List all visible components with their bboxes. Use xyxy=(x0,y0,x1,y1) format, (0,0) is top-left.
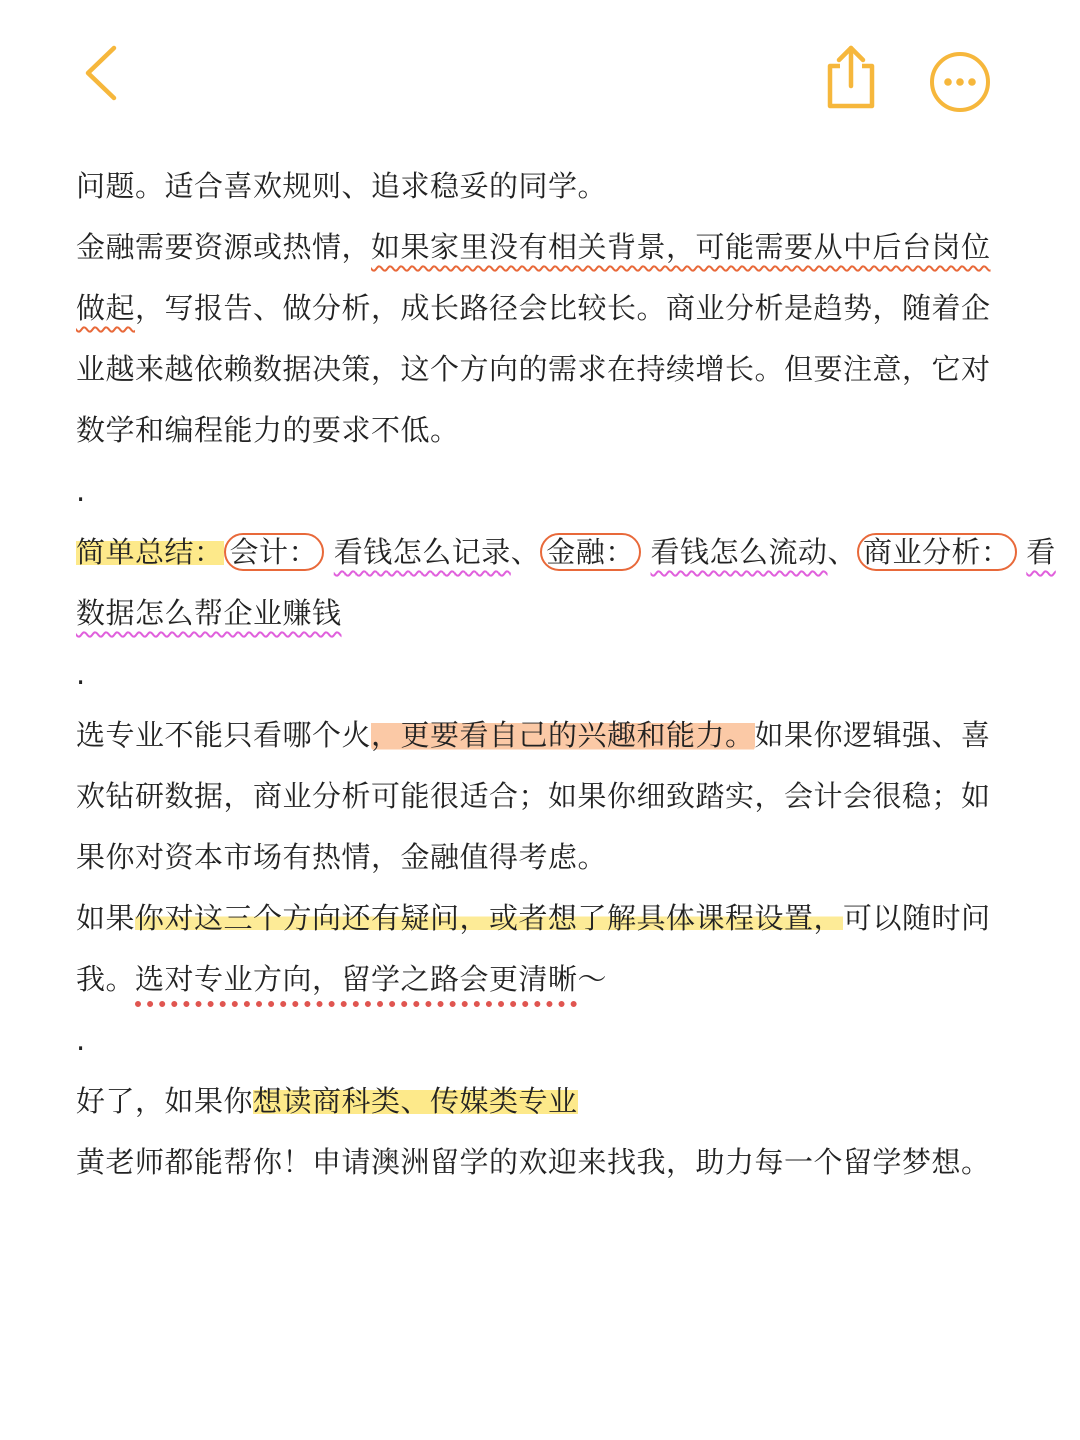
highlighted-text: ，更要看自己的兴趣和能力。 xyxy=(371,718,755,752)
separator-dot: . xyxy=(76,474,86,508)
paragraph-line: 果你对资本市场有热情，金融值得考虑。 xyxy=(76,840,608,874)
paragraph-line: 问题。适合喜欢规则、追求稳妥的同学。 xyxy=(76,169,608,203)
paragraph-line: 数学和编程能力的要求不低。 xyxy=(76,413,460,447)
underlined-text: 看钱怎么流动 xyxy=(650,535,828,569)
paragraph-line: 欢钻研数据，商业分析可能很适合；如果你细致踏实，会计会很稳；如 xyxy=(76,779,991,813)
highlighted-text: 你对这三个方向还有疑问，或者想了解具体课程设置， xyxy=(135,901,844,935)
note-body xyxy=(76,156,1056,1193)
paragraph-line xyxy=(76,217,1006,278)
text-span: 我。 xyxy=(76,962,136,996)
more-horizontal-icon[interactable] xyxy=(928,50,992,114)
summary-line xyxy=(76,583,1006,644)
text-span: ，写报告、做分析，成长路径会比较长。商业分析是趋势，随着企 xyxy=(135,291,991,325)
summary-label: 简单总结： xyxy=(76,535,224,569)
underlined-text: 如果家里没有相关背景，可能需要从中后台岗位 xyxy=(371,230,991,264)
underlined-text: 做起 xyxy=(76,291,136,325)
paragraph-line: 黄老师都能帮你！申请澳洲留学的欢迎来找我，助力每一个留学梦想。 xyxy=(76,1145,991,1179)
paragraph-line xyxy=(76,278,1006,339)
text-span: 如果 xyxy=(76,901,136,935)
circled-term-finance: 金融： xyxy=(540,533,641,571)
text-span: 金融需要资源或热情， xyxy=(76,230,372,264)
paragraph-line: 业越来越依赖数据决策，这个方向的需求在持续增长。但要注意，它对 xyxy=(76,352,991,386)
highlighted-text: 想读商科类、传媒类专业 xyxy=(253,1084,578,1118)
paragraph-line xyxy=(76,949,1006,1010)
separator-dot: . xyxy=(76,1023,86,1057)
text-span: 好了，如果你 xyxy=(76,1084,254,1118)
decorated-text: 选对专业方向，留学之路会更清晰 xyxy=(135,962,578,996)
text-span: ～ xyxy=(577,962,608,996)
summary-line xyxy=(76,522,1056,583)
paragraph-line xyxy=(76,705,1006,766)
text-span: 选专业不能只看哪个火 xyxy=(76,718,372,752)
text-span: 、 xyxy=(827,535,858,569)
circled-term-business-analytics: 商业分析： xyxy=(857,533,1017,571)
circled-term-accounting: 会计： xyxy=(224,533,325,571)
share-icon[interactable] xyxy=(820,44,880,110)
chevron-left-icon[interactable] xyxy=(78,44,126,102)
underlined-text: 数据怎么帮企业赚钱 xyxy=(76,596,342,630)
text-span: 可以随时问 xyxy=(843,901,991,935)
toolbar xyxy=(0,0,1080,140)
text-span: 、 xyxy=(510,535,541,569)
underlined-text: 看 xyxy=(1026,535,1056,569)
underlined-text: 看钱怎么记录 xyxy=(333,535,511,569)
paragraph-line xyxy=(76,1071,1006,1132)
text-span: 如果你逻辑强、喜 xyxy=(754,718,991,752)
paragraph-line xyxy=(76,888,1006,949)
separator-dot: . xyxy=(76,657,86,691)
